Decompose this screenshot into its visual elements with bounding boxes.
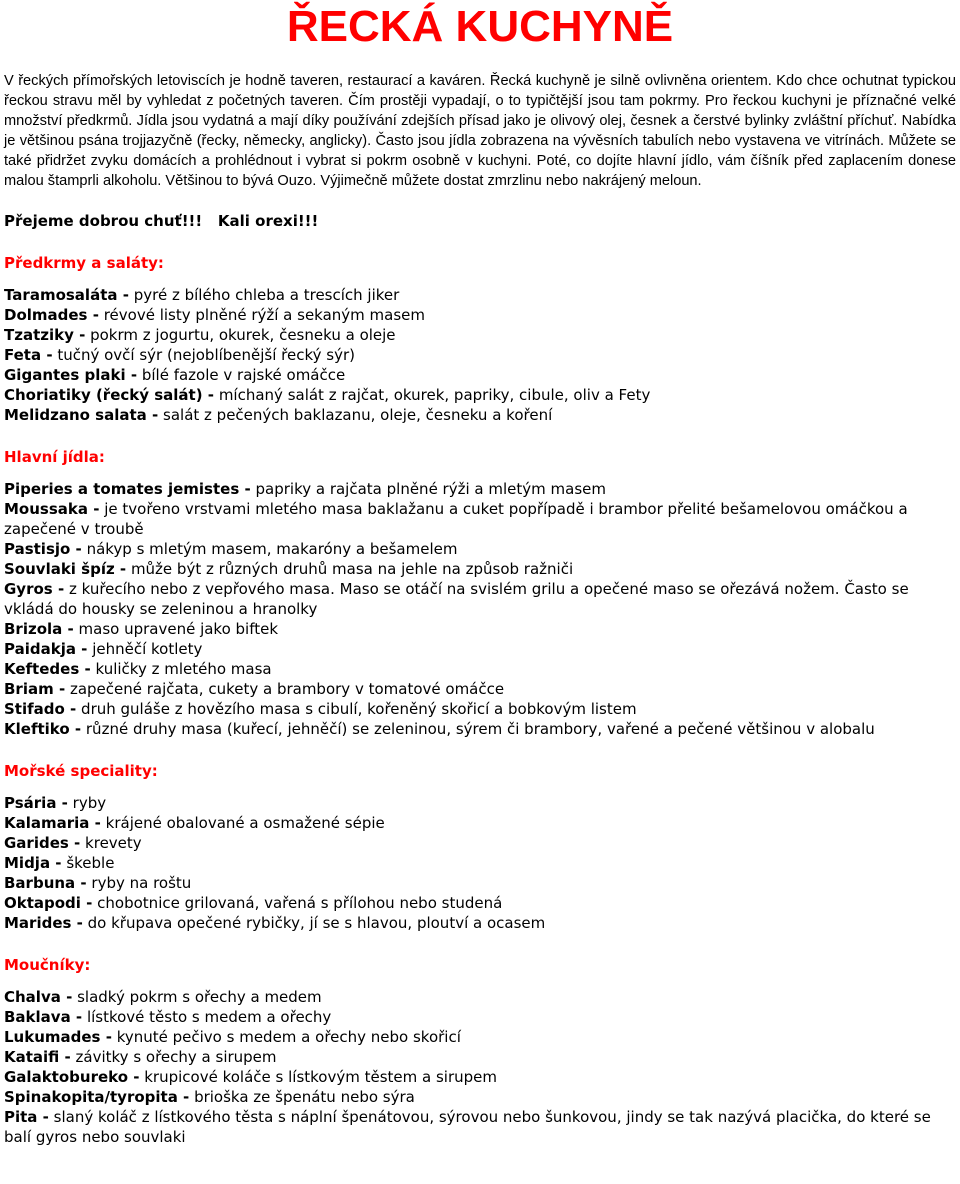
dish-name: Melidzano salata -	[4, 406, 159, 424]
dish-name: Chalva -	[4, 988, 73, 1006]
dish-item	[4, 1027, 956, 1047]
dish-item	[4, 405, 956, 425]
section-title: Hlavní jídla:	[4, 448, 105, 466]
dish-name: Paidakja -	[4, 640, 88, 658]
dish-description: sladký pokrm s ořechy a medem	[77, 988, 322, 1006]
dish-description: pyré z bílého chleba a trescích jiker	[133, 286, 400, 304]
dish-name: Souvlaki špíz -	[4, 560, 127, 578]
dish-description: krájené obalované a osmažené sépie	[105, 814, 385, 832]
dish-item	[4, 1067, 956, 1087]
dish-name: Kalamaria -	[4, 814, 101, 832]
dish-name: Galaktobureko -	[4, 1068, 140, 1086]
dish-description: maso upravené jako biftek	[78, 620, 279, 638]
dish-item	[4, 679, 956, 699]
dish-description: pokrm z jogurtu, okurek, česneku a oleje	[90, 326, 396, 344]
dish-description: papriky a rajčata plněné rýži a mletým masem	[255, 480, 606, 498]
dish-item	[4, 1007, 956, 1027]
section-appetizers	[0, 253, 960, 425]
dish-name: Pita -	[4, 1108, 49, 1126]
dish-description: tučný ovčí sýr (nejoblíbenější řecký sýr)	[57, 346, 356, 364]
dish-description: slaný koláč z lístkového těsta s náplní špenátovou, sýrovou nebo šunkovou, jindy se tak nazývá placička, do které se balí gyros nebo souvlaki	[4, 1108, 931, 1146]
dish-item	[4, 793, 956, 813]
dish-name: Choriatiky (řecký salát) -	[4, 386, 215, 404]
dish-description: kuličky z mletého masa	[95, 660, 272, 678]
dish-name: Taramosaláta -	[4, 286, 129, 304]
dish-item	[4, 539, 956, 559]
dish-item	[4, 305, 956, 325]
dish-description: lístkové těsto s medem a ořechy	[86, 1008, 332, 1026]
dish-description: bílé fazole v rajské omáčce	[141, 366, 346, 384]
dish-item	[4, 719, 956, 739]
dish-name: Garides -	[4, 834, 81, 852]
dish-name: Keftedes -	[4, 660, 91, 678]
dish-item	[4, 499, 956, 539]
dish-description: krevety	[85, 834, 142, 852]
dish-description: jehněčí kotlety	[92, 640, 203, 658]
dish-name: Brizola -	[4, 620, 74, 638]
dish-name: Psária -	[4, 794, 68, 812]
dish-description: kynuté pečivo s medem a ořechy nebo skořicí	[116, 1028, 461, 1046]
dish-description: z kuřecího nebo z vepřového masa. Maso se otáčí na svislém grilu a opečené maso se ořezává nožem. Často se vkládá do housky se zeleninou a hranolky	[4, 580, 909, 618]
intro-paragraph: V řeckých přímořských letoviscích je hodně taveren, restaurací a kaváren. Řecká kuchyně je silně ovlivněna orientem. Kdo chce ochutnat typickou řeckou stravu měl by vyhledat z početných taveren. Čím prostěji vypadají, o to typičtější jsou tam pokrmy. Pro řeckou kuchyni je příznačné velké množství předkrmů. Jídla jsou vydatná a mají díky používání zdejších přísad jako je olivový olej, česnek a čerstvé bylinky zvláštní příchuť. Nabídka je většinou psána trojjazyčně (řecky, německy, anglicky). Často jsou jídla zobrazena na vývěsních tabulích nebo vystavena ve vitrínách. Můžete se také přidržet zvyku domácích a prohlédnout i vybrat si pokrm osobně v kuchyni. Poté, co dojíte hlavní jídlo, vám číšník před zaplacením donese malou štamprli alkoholu. Většinou to bývá Ouzo. Výjimečně můžete dostat zmrzlinu nebo nakrájený meloun.	[4, 73, 956, 189]
dish-description: krupicové koláče s lístkovým těstem a sirupem	[144, 1068, 497, 1086]
dish-item	[4, 853, 956, 873]
dish-item	[4, 659, 956, 679]
section-title: Mořské speciality:	[4, 762, 158, 780]
dish-list	[0, 793, 960, 933]
dish-list	[0, 479, 960, 739]
dish-list	[0, 987, 960, 1147]
dish-item	[4, 1087, 956, 1107]
greeting-line: Přejeme dobrou chuť!!! Kali orexi!!!	[4, 212, 319, 230]
dish-description: je tvořeno vrstvami mletého masa baklažanu a cuket popřípadě i brambor přelité bešamelovou omáčkou a zapečené v troubě	[4, 500, 908, 538]
dish-name: Kataifi -	[4, 1048, 71, 1066]
dish-item	[4, 559, 956, 579]
dish-description: nákyp s mletým masem, makaróny a bešamelem	[86, 540, 458, 558]
dish-item	[4, 325, 956, 345]
dish-item	[4, 285, 956, 305]
dish-name: Tzatziky -	[4, 326, 86, 344]
dish-item	[4, 1107, 956, 1147]
section-main-dishes	[0, 447, 960, 739]
dish-name: Oktapodi -	[4, 894, 93, 912]
dish-description: různé druhy masa (kuřecí, jehněčí) se zeleninou, sýrem či brambory, vařené a pečené většinou v alobalu	[85, 720, 875, 738]
dish-item	[4, 813, 956, 833]
dish-description: révové listy plněné rýží a sekaným masem	[103, 306, 426, 324]
dish-item	[4, 699, 956, 719]
page-title: ŘECKÁ KUCHYNĚ	[286, 2, 674, 51]
dish-list	[0, 285, 960, 425]
dish-description: míchaný salát z rajčat, okurek, papriky, cibule, oliv a Fety	[218, 386, 651, 404]
dish-item	[4, 365, 956, 385]
dish-item	[4, 479, 956, 499]
dish-name: Gigantes plaki -	[4, 366, 138, 384]
dish-name: Midja -	[4, 854, 62, 872]
dish-description: může být z různých druhů masa na jehle na způsob ražniči	[130, 560, 574, 578]
dish-name: Feta -	[4, 346, 53, 364]
dish-name: Spinakopita/tyropita -	[4, 1088, 190, 1106]
dish-item	[4, 833, 956, 853]
dish-item	[4, 639, 956, 659]
dish-name: Marides -	[4, 914, 83, 932]
dish-item	[4, 893, 956, 913]
section-title: Předkrmy a saláty:	[4, 254, 164, 272]
dish-item	[4, 987, 956, 1007]
dish-description: brioška ze špenátu nebo sýra	[194, 1088, 415, 1106]
dish-description: chobotnice grilovaná, vařená s přílohou nebo studená	[97, 894, 503, 912]
dish-item	[4, 873, 956, 893]
section-seafood	[0, 761, 960, 933]
dish-item	[4, 385, 956, 405]
dish-name: Baklava -	[4, 1008, 83, 1026]
section-desserts	[0, 955, 960, 1147]
dish-description: do křupava opečené rybičky, jí se s hlavou, ploutví a ocasem	[87, 914, 546, 932]
dish-item	[4, 345, 956, 365]
dish-description: ryby na roštu	[91, 874, 192, 892]
dish-name: Kleftiko -	[4, 720, 82, 738]
dish-name: Dolmades -	[4, 306, 99, 324]
dish-name: Lukumades -	[4, 1028, 112, 1046]
dish-name: Stifado -	[4, 700, 77, 718]
dish-item	[4, 913, 956, 933]
dish-name: Briam -	[4, 680, 66, 698]
dish-item	[4, 579, 956, 619]
dish-name: Barbuna -	[4, 874, 87, 892]
dish-description: závitky s ořechy a sirupem	[75, 1048, 277, 1066]
dish-item	[4, 1047, 956, 1067]
dish-description: druh guláše z hovězího masa s cibulí, kořeněný skořicí a bobkovým listem	[81, 700, 637, 718]
dish-name: Gyros -	[4, 580, 65, 598]
dish-item	[4, 619, 956, 639]
dish-description: zapečené rajčata, cukety a brambory v tomatové omáčce	[69, 680, 505, 698]
dish-description: ryby	[72, 794, 107, 812]
dish-description: salát z pečených baklazanu, oleje, česneku a koření	[163, 406, 553, 424]
section-title: Moučníky:	[4, 956, 91, 974]
dish-description: škeble	[66, 854, 115, 872]
dish-name: Moussaka -	[4, 500, 100, 518]
dish-name: Pastisjo -	[4, 540, 82, 558]
dish-name: Piperies a tomates jemistes -	[4, 480, 251, 498]
